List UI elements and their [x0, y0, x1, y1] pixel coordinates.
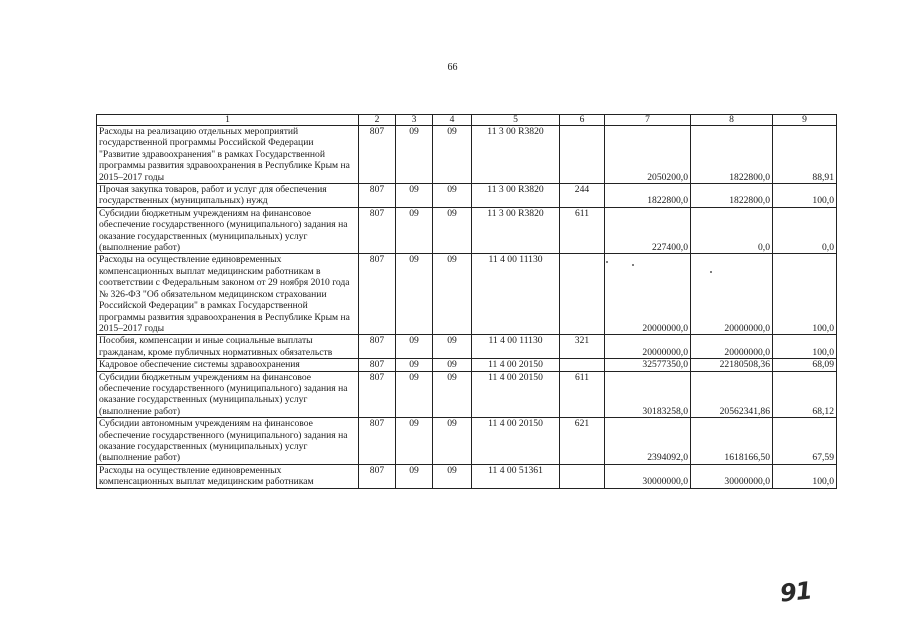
expense-name: Прочая закупка товаров, работ и услуг для обеспечения государственных (муниципальных) нужд — [97, 184, 359, 208]
expense-type-code — [560, 254, 605, 335]
ministry-code: 807 — [359, 464, 396, 488]
target-article-code: 11 4 00 20150 — [472, 418, 560, 465]
table-row — [97, 418, 837, 465]
scan-speck — [632, 264, 634, 266]
subsection-code: 09 — [433, 254, 472, 335]
execution-percent: 100,0 — [773, 464, 837, 488]
planned-amount: 1822800,0 — [605, 184, 691, 208]
target-article-code: 11 4 00 11130 — [472, 254, 560, 335]
table-row — [97, 359, 837, 371]
planned-amount: 32577350,0 — [605, 359, 691, 371]
table-row — [97, 184, 837, 208]
target-article-code: 11 4 00 51361 — [472, 464, 560, 488]
section-code: 09 — [396, 335, 433, 359]
expense-name: Пособия, компенсации и иные социальные выплаты гражданам, кроме публичных нормативных обязательств — [97, 335, 359, 359]
expense-type-code: 244 — [560, 184, 605, 208]
expense-name: Субсидии бюджетным учреждениям на финансовое обеспечение государственного (муниципального) задания на оказание государственных (муниципальных) услуг (выполнение работ) — [97, 371, 359, 418]
planned-amount: 2394092,0 — [605, 418, 691, 465]
executed-amount: 30000000,0 — [691, 464, 773, 488]
planned-amount: 20000000,0 — [605, 254, 691, 335]
execution-percent: 0,0 — [773, 207, 837, 254]
table-row — [97, 371, 837, 418]
ministry-code: 807 — [359, 184, 396, 208]
subsection-code: 09 — [433, 464, 472, 488]
executed-amount: 1822800,0 — [691, 126, 773, 184]
subsection-code: 09 — [433, 371, 472, 418]
planned-amount: 227400,0 — [605, 207, 691, 254]
target-article-code: 11 4 00 11130 — [472, 335, 560, 359]
execution-percent: 100,0 — [773, 184, 837, 208]
executed-amount: 20562341,86 — [691, 371, 773, 418]
planned-amount: 30000000,0 — [605, 464, 691, 488]
expense-type-code: 621 — [560, 418, 605, 465]
column-header: 2 — [359, 115, 396, 126]
expense-name: Субсидии автономным учреждениям на финансовое обеспечение государственного (муниципального) задания на оказание государственных (муниципальных) услуг (выполнение работ) — [97, 418, 359, 465]
column-header: 3 — [396, 115, 433, 126]
subsection-code: 09 — [433, 184, 472, 208]
expense-name: Расходы на осуществление единовременных компенсационных выплат медицинским работникам в соответствии с Федеральным законом от 29 ноября 2010 года № 326-ФЗ "Об обязательном медицинском страховании Российской Федерации" в рамках Государственной программы развития здравоохранения в Республике Крым на 2015–2017 годы — [97, 254, 359, 335]
executed-amount: 22180508,36 — [691, 359, 773, 371]
scan-speck — [606, 261, 608, 263]
expense-type-code — [560, 359, 605, 371]
section-code: 09 — [396, 126, 433, 184]
section-code: 09 — [396, 207, 433, 254]
execution-percent: 88,91 — [773, 126, 837, 184]
executed-amount: 20000000,0 — [691, 254, 773, 335]
expense-type-code: 611 — [560, 371, 605, 418]
expense-type-code: 611 — [560, 207, 605, 254]
column-header: 8 — [691, 115, 773, 126]
planned-amount: 2050200,0 — [605, 126, 691, 184]
planned-amount: 30183258,0 — [605, 371, 691, 418]
ministry-code: 807 — [359, 254, 396, 335]
subsection-code: 09 — [433, 359, 472, 371]
executed-amount: 0,0 — [691, 207, 773, 254]
column-number-row — [97, 115, 837, 126]
execution-percent: 100,0 — [773, 335, 837, 359]
executed-amount: 1618166,50 — [691, 418, 773, 465]
subsection-code: 09 — [433, 418, 472, 465]
target-article-code: 11 4 00 20150 — [472, 359, 560, 371]
column-header: 1 — [97, 115, 359, 126]
execution-percent: 68,09 — [773, 359, 837, 371]
budget-table — [96, 114, 837, 489]
column-header: 4 — [433, 115, 472, 126]
table-row — [97, 254, 837, 335]
expense-name: Расходы на реализацию отдельных мероприятий государственной программы Российской Федерации "Развитие здравоохранения" в рамках Государственной программы развития здравоохранения в Республике Крым на 2015–2017 годы — [97, 126, 359, 184]
table-row — [97, 126, 837, 184]
execution-percent: 68,12 — [773, 371, 837, 418]
column-header: 7 — [605, 115, 691, 126]
ministry-code: 807 — [359, 418, 396, 465]
expense-name: Расходы на осуществление единовременных компенсационных выплат медицинским работникам — [97, 464, 359, 488]
expense-type-code — [560, 464, 605, 488]
column-header: 6 — [560, 115, 605, 126]
ministry-code: 807 — [359, 371, 396, 418]
handwritten-page-mark: 91 — [778, 576, 813, 608]
subsection-code: 09 — [433, 126, 472, 184]
table-row — [97, 464, 837, 488]
section-code: 09 — [396, 359, 433, 371]
target-article-code: 11 3 00 R3820 — [472, 207, 560, 254]
expense-name: Кадровое обеспечение системы здравоохранения — [97, 359, 359, 371]
target-article-code: 11 3 00 R3820 — [472, 184, 560, 208]
target-article-code: 11 3 00 R3820 — [472, 126, 560, 184]
subsection-code: 09 — [433, 335, 472, 359]
executed-amount: 20000000,0 — [691, 335, 773, 359]
ministry-code: 807 — [359, 126, 396, 184]
ministry-code: 807 — [359, 207, 396, 254]
ministry-code: 807 — [359, 335, 396, 359]
section-code: 09 — [396, 371, 433, 418]
executed-amount: 1822800,0 — [691, 184, 773, 208]
subsection-code: 09 — [433, 207, 472, 254]
page-number: 66 — [447, 62, 458, 73]
column-header: 5 — [472, 115, 560, 126]
expense-type-code — [560, 126, 605, 184]
scan-speck — [710, 271, 712, 273]
ministry-code: 807 — [359, 359, 396, 371]
table-row — [97, 335, 837, 359]
execution-percent: 67,59 — [773, 418, 837, 465]
expense-type-code: 321 — [560, 335, 605, 359]
section-code: 09 — [396, 418, 433, 465]
section-code: 09 — [396, 254, 433, 335]
planned-amount: 20000000,0 — [605, 335, 691, 359]
section-code: 09 — [396, 464, 433, 488]
target-article-code: 11 4 00 20150 — [472, 371, 560, 418]
section-code: 09 — [396, 184, 433, 208]
expense-name: Субсидии бюджетным учреждениям на финансовое обеспечение государственного (муниципального) задания на оказание государственных (муниципальных) услуг (выполнение работ) — [97, 207, 359, 254]
table-row — [97, 207, 837, 254]
column-header: 9 — [773, 115, 837, 126]
execution-percent: 100,0 — [773, 254, 837, 335]
